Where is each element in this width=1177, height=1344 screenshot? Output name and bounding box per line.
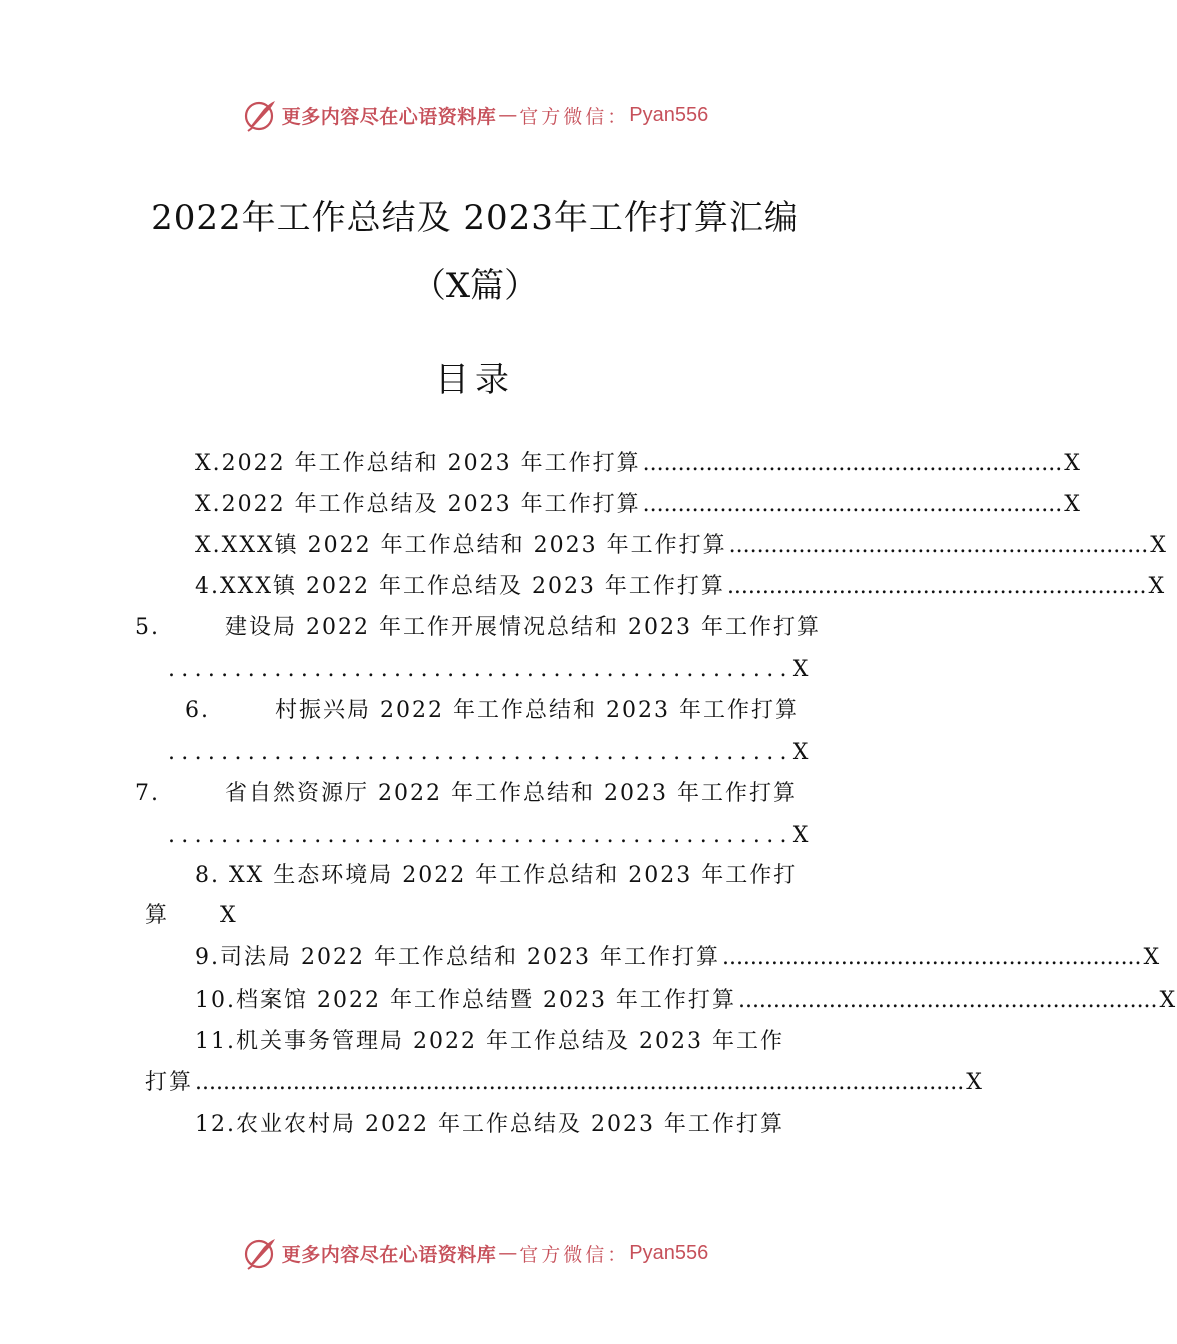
toc-entry-continuation: 算: [145, 903, 170, 928]
toc-entry-title[interactable]: 8. XX 生态环境局 2022 年工作总结和 2023 年工作打: [195, 863, 798, 888]
banner-account: Pyan556: [629, 1241, 709, 1264]
quill-pen-icon: [242, 1235, 278, 1271]
banner-wechat-label: 官方微信：: [519, 1243, 630, 1266]
toc-entry-page: X: [1143, 945, 1162, 970]
toc-entry[interactable]: [195, 944, 1162, 972]
toc-entry-title[interactable]: 村振兴局 2022 年工作总结和 2023 年工作打算: [275, 698, 799, 723]
toc-entry-page: X: [792, 740, 811, 765]
toc-entry[interactable]: [195, 491, 1082, 519]
toc-leader: ............................................................: [721, 945, 1142, 970]
toc-leader-line: [168, 739, 811, 767]
footer-banner: [0, 1233, 950, 1273]
toc-leader: ............................................................: [642, 492, 1063, 517]
toc-entry[interactable]: [195, 573, 1167, 601]
banner-text: 更多内容尽在心语资料库: [281, 1243, 497, 1266]
toc-entry-number: 7.: [135, 781, 160, 806]
toc-entry-page: X: [966, 1070, 984, 1095]
toc-entry-page: X: [1148, 574, 1167, 599]
toc-entry[interactable]: [195, 450, 1082, 478]
banner-text: 更多内容尽在心语资料库: [281, 105, 497, 128]
toc-entry[interactable]: [195, 987, 1177, 1015]
toc-leader: ............................................................: [737, 988, 1158, 1013]
toc-leader: ...............................................: [168, 657, 793, 682]
toc-entry-page: X: [792, 823, 811, 848]
toc-entry-title[interactable]: 建设局 2022 年工作开展情况总结和 2023 年工作打算: [225, 615, 821, 640]
toc-entry-title: 9.司法局 2022 年工作总结和 2023 年工作打算: [195, 945, 720, 970]
toc-entry-page: X: [1159, 988, 1177, 1013]
toc-heading: 目录: [435, 360, 515, 400]
toc-entry[interactable]: [195, 532, 1168, 560]
toc-entry-title: 10.档案馆 2022 年工作总结暨 2023 年工作打算: [195, 988, 736, 1013]
toc-entry-page: X: [220, 903, 238, 928]
toc-entry-page: X: [792, 657, 811, 682]
banner-account: Pyan556: [629, 103, 709, 126]
toc-leader: ...............................................: [168, 823, 793, 848]
toc-entry-title: 4.XXX镇 2022 年工作总结及 2023 年工作打算: [195, 574, 725, 599]
toc-entry-title: X.2022 年工作总结及 2023 年工作打算: [195, 492, 641, 517]
document-title: 2022年工作总结及 2023年工作打算汇编: [151, 198, 799, 238]
toc-entry-title: X.2022 年工作总结和 2023 年工作打算: [195, 451, 641, 476]
toc-leader: ............................................................: [642, 451, 1063, 476]
banner-wechat-label: 官方微信：: [519, 105, 630, 128]
toc-entry-title[interactable]: 省自然资源厅 2022 年工作总结和 2023 年工作打算: [225, 781, 797, 806]
toc-leader-line: [168, 822, 811, 850]
toc-leader-line: [168, 656, 811, 684]
banner-dash: —: [498, 104, 518, 126]
toc-leader: ...............................................: [168, 740, 793, 765]
banner-dash: —: [498, 1242, 518, 1264]
toc-leader: ..............................................................................................................: [195, 1070, 965, 1095]
toc-entry-page: X: [1064, 451, 1082, 476]
toc-entry-title[interactable]: 11.机关事务管理局 2022 年工作总结及 2023 年工作: [195, 1029, 784, 1054]
toc-entry-continuation-line: [145, 1069, 984, 1097]
document-subtitle: （X篇）: [411, 266, 539, 306]
toc-entry-number: 6.: [185, 698, 210, 723]
toc-entry-title[interactable]: 12.农业农村局 2022 年工作总结及 2023 年工作打算: [195, 1112, 784, 1137]
toc-leader: ............................................................: [728, 533, 1149, 558]
header-banner: [0, 95, 950, 135]
toc-entry-page: X: [1064, 492, 1082, 517]
toc-leader: ............................................................: [726, 574, 1147, 599]
toc-entry-number: 5.: [135, 615, 160, 640]
quill-pen-icon: [242, 97, 278, 133]
toc-entry-page: X: [1150, 533, 1168, 558]
toc-entry-continuation: 打算: [145, 1070, 194, 1095]
toc-entry-title: X.XXX镇 2022 年工作总结和 2023 年工作打算: [195, 533, 727, 558]
